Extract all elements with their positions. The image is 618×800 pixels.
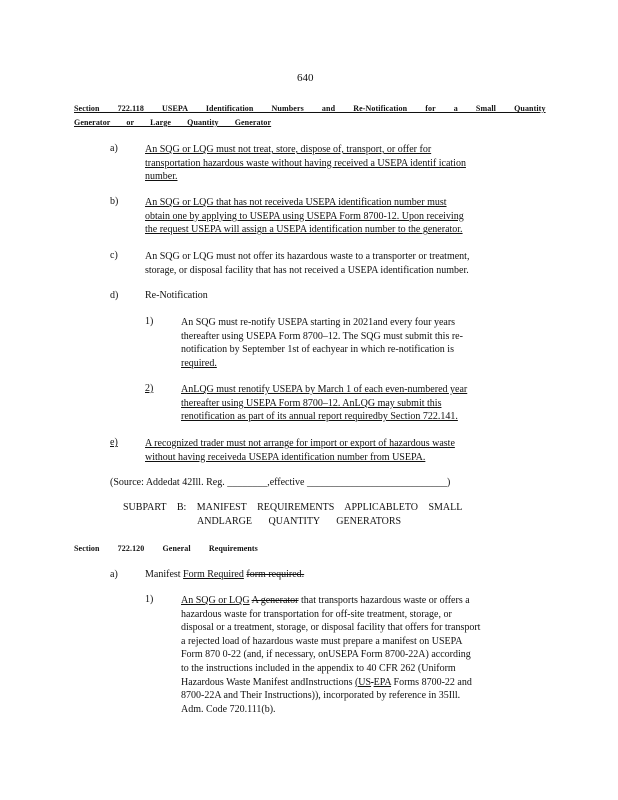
- item-a-text: An SQG or LQG must not treat, store, dispose of, transport, or offer for transportation hazardous waste without having received a USEPA identif ication number.: [145, 144, 466, 183]
- item-d2-label: 2): [145, 383, 154, 394]
- source-note: (Source: Addedat 42Ill. Reg. ________,effective ____________________________): [110, 477, 451, 488]
- item-c-text: An SQG or LQG must not offer its hazardous waste to a transporter or treatment, storage, or disposal facility that has not received a USEPA identification number.: [145, 251, 470, 276]
- subpart-heading-line1: SUBPART B: MANIFEST REQUIREMENTS APPLICABLETO SMALL: [123, 502, 463, 513]
- item-a-label: a): [110, 143, 118, 154]
- p1-label: 1): [145, 594, 154, 605]
- item-c-label: c): [110, 250, 118, 261]
- item-d1-text: An SQG must re-notify USEPA starting in 2021and every four years thereafter using USEPA Form 8700–12. The SQG must submit this re- notification by September 1st of eachyear in which re-notification is required.: [181, 317, 463, 369]
- item-d-label: d): [110, 290, 119, 301]
- item-e-label: e): [110, 437, 118, 448]
- section-heading-line2: Generator or Large Quantity Generator: [74, 118, 272, 127]
- p1-text: An SQG or LQG A generator that transports hazardous waste or offers a hazardous waste for transportation for off-site treatment, storage, or disposal or a treatment, storage, or disposal facility that offers for transport a rejected load of hazardous waste must prepare a manifest on USEPA Form 870 0-22 (and, if necessary, onUSEPA Form 8700-22A) according to the instructions included in the appendix to 40 CFR 262 (Uniform Hazardous Waste Manifest andInstructions (US EPA Forms 8700-22 and 8700-22A and Their Instructions)), incorporated by reference in 35Ill. Adm. Code 720.111(b).: [181, 595, 481, 715]
- section-120-heading: Section 722.120 General Requirements: [74, 544, 258, 553]
- item-b-text: An SQG or LQG that has not receiveda USEPA identification number must obtain one by applying to USEPA using USEPA Form 8700-12. Upon receiving the request USEPA will assign a USEPA identification number to the generator.: [145, 197, 464, 236]
- section-120-a-text: Manifest Form Required form required.: [145, 569, 305, 580]
- item-b-label: b): [110, 196, 119, 207]
- item-d1-label: 1): [145, 316, 154, 327]
- page-number: 640: [297, 72, 314, 84]
- subpart-heading-line2: ANDLARGE QUANTITY GENERATORS: [197, 516, 402, 527]
- section-heading-line1: Section 722.118 USEPA Identification Numbers and Re-Notification for a Small Quantity: [74, 104, 546, 113]
- item-e-text: A recognized trader must not arrange for import or export of hazardous waste without having receiveda USEPA identification number from USEPA.: [145, 438, 455, 463]
- item-d-heading: Re-Notification: [145, 290, 208, 301]
- item-d2-text: AnLQG must renotify USEPA by March 1 of each even-numbered year thereafter using USEPA Form 8700–12. AnLQG may submit this renotification as part of its annual report requiredby Section 722.141.: [181, 384, 468, 423]
- section-120-a-label: a): [110, 569, 118, 580]
